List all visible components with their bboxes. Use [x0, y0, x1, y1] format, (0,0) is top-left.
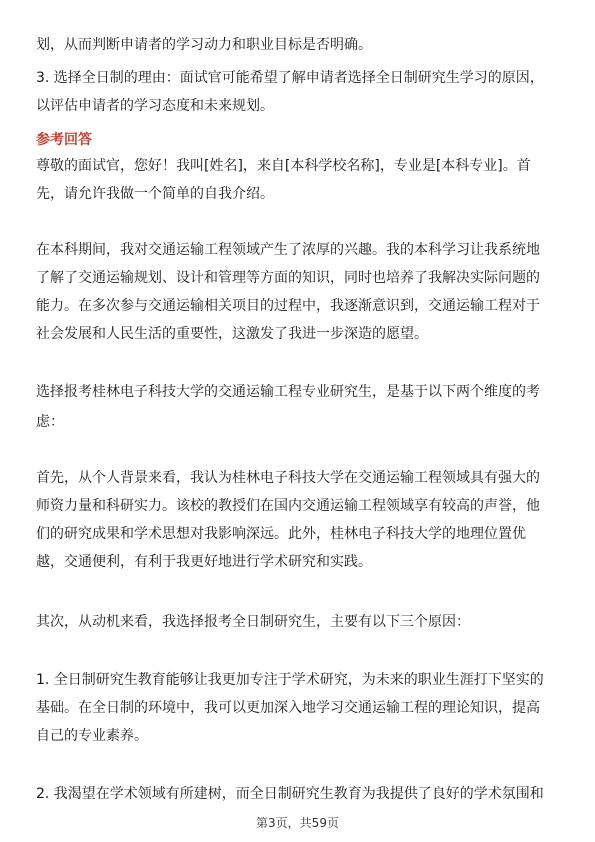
- paragraph-1-line-1: 尊敬的面试官，您好！我叫[姓名]，来自[本科学校名称]，专业是[本科专业]。首: [36, 158, 531, 174]
- paragraph-3-line-1: 选择报考桂林电子科技大学的交通运输工程专业研究生，是基于以下两个维度的考: [36, 384, 540, 400]
- paragraph-5-line-1: 其次，从动机来看，我选择报考全日制研究生，主要有以下三个原因：: [36, 614, 470, 630]
- paragraph-2-line-2: 了解了交通运输规划、设计和管理等方面的知识，同时也培养了我解决实际问题的: [36, 270, 540, 286]
- document-page: [36, 0, 559, 842]
- paragraph-2-line-4: 社会发展和人民生活的重要性，这激发了我进一步深造的愿望。: [36, 326, 428, 342]
- paragraph-2-line-3: 能力。在多次参与交通运输相关项目的过程中，我逐渐意识到，交通运输工程对于: [36, 298, 540, 314]
- paragraph-2-line-1: 在本科期间，我对交通运输工程领域产生了浓厚的兴趣。我的本科学习让我系统地: [36, 242, 540, 258]
- paragraph-4-line-4: 越，交通便利，有利于我更好地进行学术研究和实践。: [36, 554, 372, 570]
- paragraph-6-line-1: 1. 全日制研究生教育能够让我更加专注于学术研究，为未来的职业生涯打下坚实的: [36, 672, 544, 688]
- paragraph-3-line-2: 虑：: [36, 414, 64, 430]
- paragraph-6-line-3: 自己的专业素养。: [36, 728, 148, 744]
- intro-line-3: 以评估申请者的学习态度和未来规划。: [36, 98, 274, 114]
- paragraph-4-line-3: 们的研究成果和学术思想对我影响深远。此外，桂林电子科技大学的地理位置优: [36, 526, 526, 542]
- paragraph-4-line-2: 师资力量和科研实力。该校的教授们在国内交通运输工程领域享有较高的声誉，他: [36, 498, 540, 514]
- intro-line-2: 3. 选择全日制的理由：面试官可能希望了解申请者选择全日制研究生学习的原因，: [36, 70, 544, 86]
- paragraph-1-line-2: 先，请允许我做一个简单的自我介绍。: [36, 186, 274, 202]
- page-number: 第3页，共59页: [256, 816, 339, 830]
- paragraph-4-line-1: 首先，从个人背景来看，我认为桂林电子科技大学在交通运输工程领域具有强大的: [36, 470, 540, 486]
- paragraph-7-line-1: 2. 我渴望在学术领域有所建树，而全日制研究生教育为我提供了良好的学术氛围和: [36, 786, 544, 802]
- intro-line-1: 划，从而判断申请者的学习动力和职业目标是否明确。: [36, 37, 372, 53]
- answer-heading: 参考回答: [36, 132, 92, 148]
- paragraph-6-line-2: 基础。在全日制的环境中，我可以更加深入地学习交通运输工程的理论知识，提高: [36, 700, 540, 716]
